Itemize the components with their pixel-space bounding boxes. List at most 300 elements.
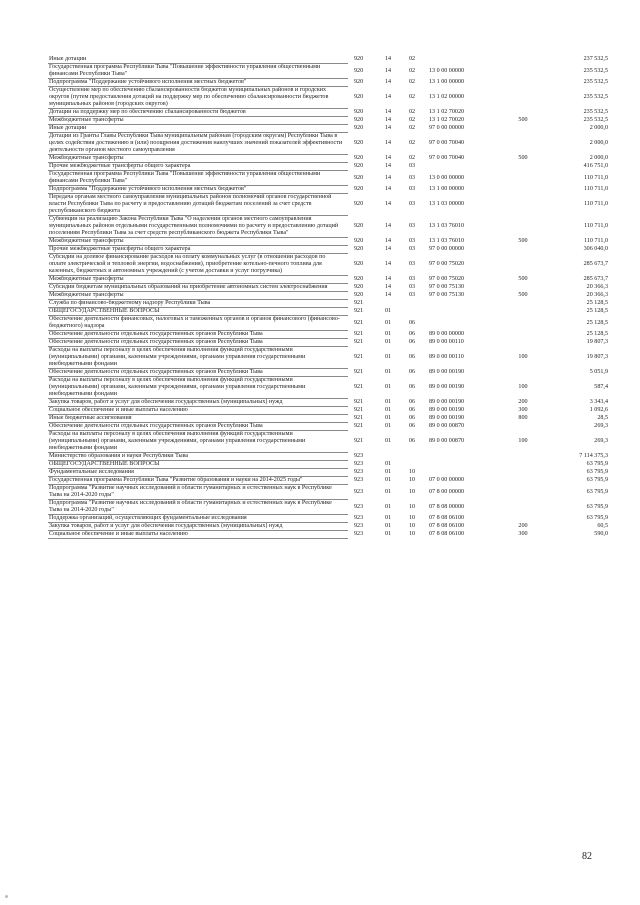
table-row <box>48 79 618 87</box>
row-subsection: 10 <box>408 488 416 495</box>
row-target-article: 89 0 00 00190 <box>429 399 465 405</box>
row-amount: 3 343,4 <box>589 399 608 405</box>
row-name: Межбюджетные трансферты <box>48 292 348 300</box>
row-amount: 235 532,5 <box>583 109 608 115</box>
row-target-article: 97 0 00 00000 <box>429 246 465 252</box>
table-row <box>48 461 618 469</box>
row-section: 14 <box>384 117 392 123</box>
row-name: Передача органам местного самоуправления муниципальных районов полномочий органов государственной власти Республики Тыва по расчету и предоставлению дотаций бюджетам поселений за счет средств республиканского бюджета <box>48 194 348 216</box>
row-subsection: 03 <box>408 163 416 169</box>
row-amount: 1 092,6 <box>589 407 608 413</box>
row-ministry-code: 923 <box>354 531 364 537</box>
table-row <box>48 423 618 431</box>
table-row <box>48 238 618 246</box>
row-section: 01 <box>384 354 392 360</box>
table-row <box>48 186 618 194</box>
row-section: 14 <box>384 109 392 115</box>
row-subsection: 02 <box>408 155 416 161</box>
row-subsection: 03 <box>408 223 416 229</box>
row-section: 14 <box>384 292 392 298</box>
row-expense-type <box>502 133 544 155</box>
row-ministry-code: 920 <box>354 186 364 192</box>
row-name: Межбюджетные трансферты <box>48 117 348 125</box>
table-row <box>48 133 618 155</box>
table-row <box>48 500 618 515</box>
row-name: Государственная программа Республики Тыва "Повышение эффективности управления общественными финансами Республики Тыва" <box>48 171 348 186</box>
table-row <box>48 399 618 407</box>
row-target-article: 13 1 03 00000 <box>429 201 465 207</box>
row-ministry-code: 921 <box>354 415 364 421</box>
row-amount: 63 795,9 <box>586 469 608 475</box>
row-name: Министерство образования и науки Республики Тыва <box>48 453 348 461</box>
row-target-article <box>425 461 502 469</box>
row-target-article: 07 0 00 00000 <box>429 477 465 483</box>
row-name: Обеспечение деятельности отдельных государственных органов Республики Тыва <box>48 339 348 347</box>
row-amount: 235 532,5 <box>583 94 608 100</box>
row-ministry-code: 920 <box>354 155 364 161</box>
row-ministry-code: 920 <box>354 125 364 131</box>
row-expense-type: 200 <box>518 399 528 405</box>
row-section: 01 <box>384 523 392 529</box>
row-name: Прочие межбюджетные трансферты общего характера <box>48 246 348 254</box>
row-ministry-code: 923 <box>354 488 364 495</box>
row-expense-type: 500 <box>518 238 528 244</box>
table-row <box>48 64 618 79</box>
row-name: Субвенции на реализацию Закона Республики Тыва "О наделении органов местного самоуправления муниципальных районов отдельными государственными полномочиями по расчету и предоставлению дотаций поселениям Республики Тыва за счет средств республиканского бюджета Республики Тыва" <box>48 216 348 238</box>
row-section: 01 <box>384 399 392 405</box>
row-amount: 28,5 <box>597 415 608 421</box>
row-ministry-code: 920 <box>354 292 364 298</box>
row-target-article <box>425 300 502 308</box>
row-amount: 269,3 <box>594 423 608 429</box>
row-amount: 63 795,9 <box>586 503 608 510</box>
row-amount: 19 807,3 <box>586 339 608 345</box>
row-subsection: 03 <box>408 246 416 252</box>
row-expense-type: 500 <box>518 117 528 123</box>
row-target-article: 07 8 00 00000 <box>429 488 465 495</box>
row-subsection: 06 <box>408 331 416 337</box>
row-target-article: 89 0 00 00190 <box>429 384 465 390</box>
row-subsection: 06 <box>408 354 416 360</box>
row-amount: 110 711,0 <box>584 238 608 244</box>
row-amount: 5 051,9 <box>589 369 608 375</box>
row-amount: 25 128,5 <box>586 300 608 306</box>
row-ministry-code: 920 <box>354 201 364 207</box>
table-row <box>48 531 618 539</box>
table-row <box>48 276 618 284</box>
row-amount: 25 128,5 <box>586 331 608 337</box>
row-target-article: 89 0 00 00190 <box>429 369 465 375</box>
row-amount: 63 795,9 <box>586 488 608 495</box>
table-row <box>48 109 618 117</box>
row-target-article: 07 8 08 00000 <box>429 503 465 510</box>
row-expense-type <box>502 515 544 523</box>
row-ministry-code: 920 <box>354 238 364 244</box>
row-subsection: 03 <box>408 201 416 207</box>
row-expense-type: 200 <box>518 523 528 529</box>
table-row <box>48 87 618 109</box>
row-section: 14 <box>384 201 392 207</box>
row-amount: 2 000,0 <box>589 140 608 146</box>
row-target-article: 13 0 00 00000 <box>429 67 465 74</box>
row-amount: 20 366,3 <box>586 284 608 290</box>
table-row <box>48 415 618 423</box>
row-subsection: 06 <box>408 407 416 413</box>
page-number: 82 <box>582 851 592 862</box>
row-amount: 235 532,5 <box>583 67 608 74</box>
row-target-article: 07 8 08 06100 <box>429 523 465 529</box>
row-name: Обеспечение деятельности финансовых, налоговых и таможенных органов и органов финансового (финансово-бюджетного) надзора <box>48 316 348 331</box>
row-name: Межбюджетные трансферты <box>48 238 348 246</box>
row-amount: 285 673,7 <box>583 276 608 282</box>
row-ministry-code: 921 <box>354 384 364 390</box>
row-target-article: 07 8 08 06100 <box>429 515 465 521</box>
row-ministry-code: 920 <box>354 246 364 252</box>
row-amount: 19 807,3 <box>586 354 608 360</box>
row-expense-type <box>502 339 544 347</box>
row-subsection: 06 <box>408 438 416 444</box>
row-ministry-code: 923 <box>354 461 364 467</box>
row-target-article: 13 1 00 00000 <box>429 186 465 192</box>
table-row <box>48 523 618 531</box>
row-ministry-code: 921 <box>354 354 364 360</box>
scan-speck <box>5 895 8 898</box>
row-section: 14 <box>384 276 392 282</box>
row-ministry-code: 920 <box>354 140 364 146</box>
row-amount: 587,4 <box>594 384 608 390</box>
table-row <box>48 308 618 316</box>
row-ministry-code: 920 <box>354 174 364 181</box>
row-name: Субсидии на долевое финансирование расходов на оплату коммунальных услуг (в отношении расходов по оплате электрической и тепловой энергии, водоснабжения), приобретение котельно-печного топлива для казенных, бюджетных и автономных учреждений (с учетом доставки и услуг погрузчика) <box>48 254 348 276</box>
row-subsection: 10 <box>408 515 416 521</box>
row-amount: 20 366,3 <box>586 292 608 298</box>
table-row <box>48 194 618 216</box>
row-ministry-code: 921 <box>354 331 364 337</box>
budget-table <box>48 56 618 539</box>
table-row <box>48 171 618 186</box>
row-ministry-code: 920 <box>354 79 364 85</box>
row-section: 14 <box>384 246 392 252</box>
row-amount: 2 000,0 <box>589 155 608 161</box>
row-section: 14 <box>384 186 392 192</box>
row-section: 01 <box>384 407 392 413</box>
row-subsection: 02 <box>408 117 416 123</box>
row-subsection: 03 <box>408 186 416 192</box>
row-target-article: 97 0 00 75020 <box>429 261 465 267</box>
table-row <box>48 485 618 500</box>
row-section: 14 <box>384 223 392 229</box>
row-target-article: 89 0 00 00870 <box>429 423 465 429</box>
row-section: 14 <box>384 79 392 85</box>
row-ministry-code: 921 <box>354 369 364 375</box>
row-expense-type: 100 <box>518 438 528 444</box>
row-section: 01 <box>384 369 392 375</box>
row-section: 14 <box>384 261 392 267</box>
table-row <box>48 331 618 339</box>
table-row <box>48 117 618 125</box>
row-subsection: 06 <box>408 399 416 405</box>
row-subsection: 02 <box>408 125 416 131</box>
row-expense-type <box>502 453 544 461</box>
row-amount: 63 795,9 <box>586 477 608 483</box>
row-name: Закупка товаров, работ и услуг для обеспечения государственных (муниципальных) нужд <box>48 399 348 407</box>
row-target-article: 13 0 00 00000 <box>429 174 465 181</box>
row-section: 14 <box>384 125 392 131</box>
row-amount: 63 795,9 <box>586 515 608 521</box>
row-name: Межбюджетные трансферты <box>48 155 348 163</box>
row-amount: 590,0 <box>594 531 608 537</box>
table-row <box>48 369 618 377</box>
row-ministry-code: 920 <box>354 276 364 282</box>
row-expense-type <box>502 254 544 276</box>
row-target-article <box>425 453 502 461</box>
row-target-article: 13 1 03 76010 <box>429 223 465 229</box>
row-amount: 269,3 <box>594 438 608 444</box>
row-section: 01 <box>384 438 392 444</box>
table-row <box>48 477 618 485</box>
row-amount: 7 114 375,3 <box>579 453 608 459</box>
table-row <box>48 292 618 300</box>
row-ministry-code: 920 <box>354 67 364 74</box>
row-name: Социальное обеспечение и иные выплаты населению <box>48 531 348 539</box>
table-row <box>48 284 618 292</box>
row-target-article: 97 0 00 75130 <box>429 284 465 290</box>
row-name: Подпрограмма "Поддержание устойчивого исполнения местных бюджетов" <box>48 79 348 87</box>
row-expense-type <box>502 461 544 469</box>
row-expense-type <box>502 163 544 171</box>
row-ministry-code: 923 <box>354 477 364 483</box>
row-target-article <box>425 56 502 64</box>
row-expense-type <box>502 64 544 79</box>
row-name: Иные бюджетные ассигнования <box>48 415 348 423</box>
row-expense-type: 500 <box>518 155 528 161</box>
row-section: 01 <box>384 461 392 467</box>
row-subsection: 10 <box>408 523 416 529</box>
row-expense-type <box>502 423 544 431</box>
row-section: 14 <box>384 67 392 74</box>
row-ministry-code: 920 <box>354 163 364 169</box>
row-subsection <box>399 300 425 308</box>
table-row <box>48 316 618 331</box>
row-ministry-code: 921 <box>354 423 364 429</box>
row-target-article: 97 0 00 00000 <box>429 125 465 131</box>
row-name: Служба по финансово-бюджетному надзору Республики Тыва <box>48 300 348 308</box>
row-ministry-code: 923 <box>354 523 364 529</box>
row-amount: 2 000,0 <box>589 125 608 131</box>
budget-page <box>48 56 608 539</box>
table-row <box>48 377 618 399</box>
row-subsection: 02 <box>408 94 416 100</box>
row-expense-type <box>502 300 544 308</box>
row-name: ОБЩЕГОСУДАРСТВЕННЫЕ ВОПРОСЫ <box>48 461 348 469</box>
row-name: Межбюджетные трансферты <box>48 276 348 284</box>
row-target-article: 89 0 00 00110 <box>429 339 464 345</box>
row-name: Осуществление мер по обеспечению сбалансированности бюджетов муниципальных районов и городских округов (путем предоставления дотаций на поддержку мер по обеспечению сбалансированности бюджетов муниципальных районов (городских округов) <box>48 87 348 109</box>
row-section: 01 <box>384 308 392 314</box>
row-section: 14 <box>384 284 392 290</box>
row-section: 01 <box>384 469 392 475</box>
row-amount: 110 711,0 <box>584 174 608 181</box>
row-ministry-code: 923 <box>354 469 364 475</box>
row-name: Прочие межбюджетные трансферты общего характера <box>48 163 348 171</box>
row-target-article: 89 0 00 00190 <box>429 415 465 421</box>
row-expense-type <box>502 469 544 477</box>
row-subsection: 03 <box>408 276 416 282</box>
row-ministry-code: 921 <box>354 407 364 413</box>
row-subsection: 06 <box>408 339 416 345</box>
row-subsection: 03 <box>408 174 416 181</box>
row-subsection: 06 <box>408 423 416 429</box>
table-row <box>48 339 618 347</box>
row-section: 14 <box>384 155 392 161</box>
row-expense-type <box>502 316 544 331</box>
row-section: 01 <box>384 515 392 521</box>
row-subsection: 06 <box>408 415 416 421</box>
row-target-article: 97 0 00 75020 <box>429 276 465 282</box>
row-name: ОБЩЕГОСУДАРСТВЕННЫЕ ВОПРОСЫ <box>48 308 348 316</box>
row-section: 01 <box>384 415 392 421</box>
row-expense-type: 500 <box>518 292 528 298</box>
row-expense-type <box>502 194 544 216</box>
row-section: 01 <box>384 331 392 337</box>
row-name: Субсидии бюджетам муниципальных образований на приобретение автономных систем электроснабжения <box>48 284 348 292</box>
row-expense-type: 800 <box>518 415 528 421</box>
row-name: Государственная программа Республики Тыва "Развитие образования и науки на 2014-2025 годы" <box>48 477 348 485</box>
row-section: 14 <box>384 56 392 63</box>
row-target-article <box>425 469 502 477</box>
table-row <box>48 431 618 453</box>
row-subsection: 10 <box>408 503 416 510</box>
row-target-article: 89 0 00 00110 <box>429 354 464 360</box>
row-subsection <box>399 308 425 316</box>
table-row <box>48 515 618 523</box>
row-name: Дотации из Гранты Главы Республики Тыва муниципальным районам (городским округам) Республики Тыва в целях содействия достижению и (или) поощрения достижения наилучших значений показателей эффективности деятельности органов местного самоуправления <box>48 133 348 155</box>
row-name: Обеспечение деятельности отдельных государственных органов Республики Тыва <box>48 331 348 339</box>
row-name: Дотации на поддержку мер по обеспечению сбалансированности бюджетов <box>48 109 348 117</box>
row-target-article: 13 1 02 00000 <box>429 94 465 100</box>
row-section: 14 <box>384 238 392 244</box>
row-subsection: 06 <box>408 319 416 326</box>
table-row <box>48 216 618 238</box>
row-amount: 306 040,0 <box>583 246 608 252</box>
row-amount: 416 751,0 <box>583 163 608 169</box>
row-subsection: 10 <box>408 469 416 475</box>
row-section: 14 <box>384 94 392 100</box>
row-expense-type <box>502 87 544 109</box>
row-section <box>377 453 399 461</box>
table-row <box>48 453 618 461</box>
row-section: 01 <box>384 503 392 510</box>
row-expense-type: 300 <box>518 531 528 537</box>
row-subsection: 02 <box>408 56 416 63</box>
row-section: 14 <box>384 174 392 181</box>
table-row <box>48 125 618 133</box>
row-ministry-code: 921 <box>354 399 364 405</box>
row-subsection: 02 <box>408 67 416 74</box>
row-name: Иные дотации <box>48 56 348 64</box>
row-target-article: 89 0 00 00870 <box>429 438 465 444</box>
row-ministry-code: 923 <box>354 453 364 459</box>
row-ministry-code: 920 <box>354 261 364 267</box>
row-expense-type <box>502 308 544 316</box>
row-amount: 235 532,5 <box>583 117 608 123</box>
row-amount: 110 711,0 <box>584 223 608 229</box>
row-section: 01 <box>384 488 392 495</box>
table-row <box>48 347 618 369</box>
row-expense-type <box>502 216 544 238</box>
row-ministry-code: 921 <box>354 300 364 306</box>
row-ministry-code: 921 <box>354 319 364 326</box>
row-ministry-code: 921 <box>354 339 364 345</box>
row-ministry-code: 920 <box>354 94 364 100</box>
row-name: Социальное обеспечение и иные выплаты населению <box>48 407 348 415</box>
row-subsection <box>399 461 425 469</box>
table-row <box>48 300 618 308</box>
row-section: 01 <box>384 319 392 326</box>
row-amount: 110 711,0 <box>584 186 608 192</box>
row-expense-type <box>502 171 544 186</box>
row-expense-type: 500 <box>518 276 528 282</box>
row-expense-type <box>502 186 544 194</box>
row-expense-type <box>502 500 544 515</box>
row-subsection: 03 <box>408 284 416 290</box>
row-expense-type: 300 <box>518 407 528 413</box>
row-target-article: 97 0 00 70040 <box>429 155 465 161</box>
row-section: 14 <box>384 163 392 169</box>
row-subsection: 10 <box>408 477 416 483</box>
row-subsection: 06 <box>408 384 416 390</box>
row-expense-type: 100 <box>518 384 528 390</box>
row-section: 01 <box>384 423 392 429</box>
row-name: Расходы на выплаты персоналу в целях обеспечения выполнения функций государственными (муниципальными) органами, казенными учреждениями, органами управления государственными внебюджетными фондами <box>48 347 348 369</box>
row-amount: 110 711,0 <box>584 201 608 207</box>
row-subsection <box>399 453 425 461</box>
row-amount: 235 532,5 <box>583 79 608 85</box>
row-amount: 25 128,5 <box>586 319 608 326</box>
table-row <box>48 56 618 64</box>
row-amount: 25 128,5 <box>586 308 608 314</box>
row-section: 01 <box>384 384 392 390</box>
table-row <box>48 246 618 254</box>
row-section: 01 <box>384 477 392 483</box>
row-name: Подпрограмма "Развитие научных исследований в области гуманитарных и естественных наук в Республике Тыва на 2014-2020 годы" <box>48 500 348 515</box>
row-section: 01 <box>384 531 392 537</box>
row-expense-type <box>502 246 544 254</box>
row-subsection: 03 <box>408 261 416 267</box>
row-ministry-code: 920 <box>354 284 364 290</box>
budget-table-body <box>48 56 618 539</box>
table-row <box>48 469 618 477</box>
row-name: Поддержка организаций, осуществляющих фундаментальные исследования <box>48 515 348 523</box>
row-expense-type <box>502 485 544 500</box>
row-name: Расходы на выплаты персоналу в целях обеспечения выполнения функций государственными (муниципальными) органами, казенными учреждениями, органами управления государственными внебюджетными фондами <box>48 377 348 399</box>
row-subsection: 10 <box>408 531 416 537</box>
row-subsection: 03 <box>408 292 416 298</box>
row-expense-type: 100 <box>518 354 528 360</box>
row-target-article <box>425 316 502 331</box>
row-target-article: 97 0 00 70040 <box>429 140 465 146</box>
row-target-article: 07 8 08 06100 <box>429 531 465 537</box>
row-name: Обеспечение деятельности отдельных государственных органов Республики Тыва <box>48 423 348 431</box>
row-subsection: 06 <box>408 369 416 375</box>
row-name: Закупка товаров, работ и услуг для обеспечения государственных (муниципальных) нужд <box>48 523 348 531</box>
row-target-article: 89 0 00 00190 <box>429 407 465 413</box>
row-expense-type <box>502 369 544 377</box>
row-target-article: 13 1 02 70020 <box>429 109 465 115</box>
row-target-article: 97 0 00 75130 <box>429 292 465 298</box>
table-row <box>48 163 618 171</box>
row-amount: 63 795,9 <box>586 461 608 467</box>
